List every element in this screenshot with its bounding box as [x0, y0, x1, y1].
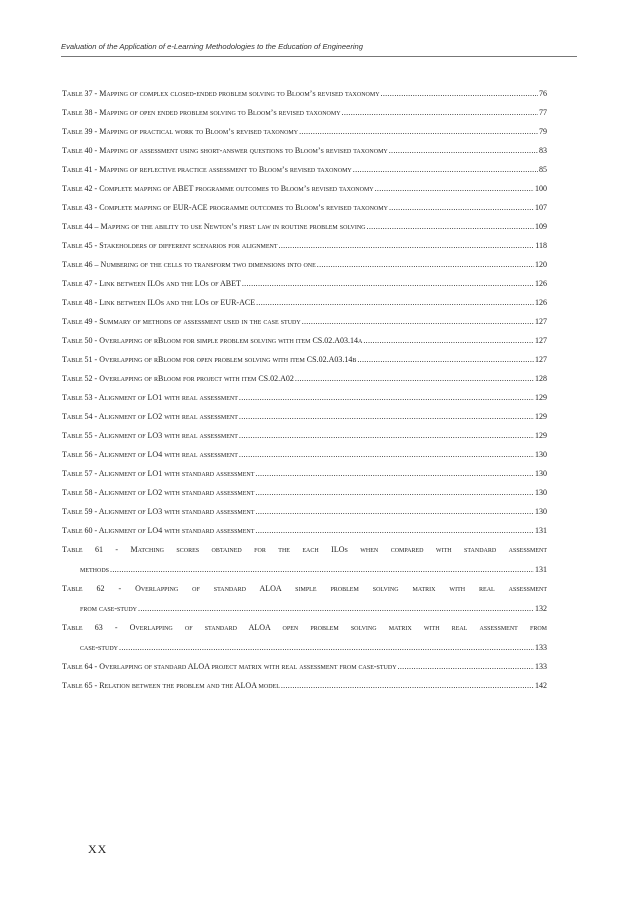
- toc-entry[interactable]: [62, 412, 547, 422]
- toc-entry-title: Table 62 - Overlapping of standard ALOA simple problem solving matrix with real assessment: [62, 584, 547, 593]
- toc-entry-continuation: methods: [80, 565, 110, 574]
- toc-entry[interactable]: [62, 89, 547, 99]
- toc-entry[interactable]: [62, 431, 547, 441]
- toc-entry-page: 120: [535, 260, 547, 269]
- dot-leader: [398, 662, 534, 672]
- dot-leader: [239, 431, 534, 441]
- toc-entry-page: 77: [539, 108, 547, 117]
- toc-entry-title: Table 38 - Mapping of open ended problem solving to Bloom’s revised taxonomy: [62, 108, 341, 117]
- toc-entry[interactable]: [62, 298, 547, 308]
- dot-leader: [239, 393, 534, 403]
- dot-leader: [255, 526, 534, 536]
- toc-entry-continuation: from case-study: [80, 604, 138, 613]
- toc-entry-title: Table 50 - Overlapping of rBloom for simple problem solving with item CS.02.A03.14a: [62, 336, 363, 345]
- toc-entry[interactable]: [62, 184, 547, 194]
- toc-entry-title: Table 46 – Numbering of the cells to transform two dimensions into one: [62, 260, 316, 269]
- toc-entry[interactable]: [62, 108, 547, 118]
- toc-entry-page: 129: [535, 431, 547, 440]
- toc-entry-page: 130: [535, 488, 547, 497]
- dot-leader: [353, 165, 538, 175]
- toc-entry[interactable]: [62, 203, 547, 213]
- dot-leader: [281, 681, 534, 691]
- dot-leader: [299, 127, 538, 137]
- dot-leader: [367, 222, 534, 232]
- dot-leader: [138, 604, 534, 614]
- toc-entry-title: Table 37 - Mapping of complex closed-ended problem solving to Bloom’s revised taxonomy: [62, 89, 380, 98]
- toc-entry-title: Table 52 - Overlapping of rBloom for project with item CS.02.A02: [62, 374, 294, 383]
- toc-entry[interactable]: [62, 526, 547, 536]
- toc-entry-title: Table 53 - Alignment of LO1 with real assessment: [62, 393, 238, 402]
- toc-entry-page: 130: [535, 469, 547, 478]
- toc-entry-page: 133: [535, 643, 547, 652]
- dot-leader: [119, 643, 534, 653]
- toc-entry-title: Table 39 - Mapping of practical work to Bloom’s revised taxonomy: [62, 127, 299, 136]
- dot-leader: [239, 412, 534, 422]
- dot-leader: [279, 241, 535, 251]
- toc-entry[interactable]: [62, 584, 547, 614]
- toc-entry-title: Table 58 - Alignment of LO2 with standard assessment: [62, 488, 255, 497]
- toc-entry-page: 79: [539, 127, 547, 136]
- toc-entry-title: Table 49 - Summary of methods of assessment used in the case study: [62, 317, 301, 326]
- toc-entry-page: 107: [535, 203, 547, 212]
- toc-entry[interactable]: [62, 681, 547, 691]
- toc-entry[interactable]: [62, 545, 547, 575]
- toc-entry-page: 126: [535, 279, 547, 288]
- toc-entry-page: 100: [535, 184, 547, 193]
- toc-entry-page: 130: [535, 507, 547, 516]
- toc-entry-title: Table 45 - Stakeholders of different scenarios for alignment: [62, 241, 278, 250]
- dot-leader: [110, 565, 534, 575]
- dot-leader: [239, 450, 534, 460]
- toc-entry[interactable]: [62, 450, 547, 460]
- toc-entry-title: Table 64 - Overlapping of standard ALOA project matrix with real assessment from case-study: [62, 662, 397, 671]
- toc-entry-title: Table 43 - Complete mapping of EUR-ACE programme outcomes to Bloom’s revised taxonomy: [62, 203, 388, 212]
- toc-entry-page: 129: [535, 393, 547, 402]
- toc-entry[interactable]: [62, 393, 547, 403]
- toc-entry-title: Table 63 - Overlapping of standard ALOA open problem solving matrix with real assessment from: [62, 623, 547, 632]
- header-rule: [61, 56, 577, 57]
- toc-entry[interactable]: [62, 374, 547, 384]
- toc-entry[interactable]: [62, 146, 547, 156]
- toc-entry[interactable]: [62, 127, 547, 137]
- toc-entry-page: 76: [539, 89, 547, 98]
- toc-entry-page: 131: [535, 565, 547, 574]
- toc-entry-title: Table 47 - Link between ILOs and the LOs of ABET: [62, 279, 241, 288]
- toc-entry-title: Table 54 - Alignment of LO2 with real assessment: [62, 412, 238, 421]
- toc-entry-continuation: case-study: [80, 643, 119, 652]
- dot-leader: [389, 203, 534, 213]
- toc-entry-title: Table 56 - Alignment of LO4 with real assessment: [62, 450, 238, 459]
- dot-leader: [342, 108, 538, 118]
- toc-entry-title: Table 41 - Mapping of reflective practice assessment to Bloom’s revised taxonomy: [62, 165, 352, 174]
- dot-leader: [302, 317, 534, 327]
- toc-entry[interactable]: [62, 260, 547, 270]
- toc-entry[interactable]: [62, 507, 547, 517]
- toc-entry-page: 127: [535, 355, 547, 364]
- dot-leader: [389, 146, 538, 156]
- toc-entry-page: 83: [539, 146, 547, 155]
- dot-leader: [242, 279, 534, 289]
- toc-entry-page: 133: [535, 662, 547, 671]
- dot-leader: [317, 260, 534, 270]
- toc-entry-page: 85: [539, 165, 547, 174]
- dot-leader: [295, 374, 534, 384]
- dot-leader: [256, 298, 534, 308]
- toc-entry[interactable]: [62, 662, 547, 672]
- toc-entry[interactable]: [62, 488, 547, 498]
- toc-entry-page: 127: [535, 317, 547, 326]
- toc-entry-page: 130: [535, 450, 547, 459]
- toc-entry[interactable]: [62, 222, 547, 232]
- dot-leader: [381, 89, 538, 99]
- toc-entry-page: 132: [535, 604, 547, 613]
- toc-entry[interactable]: [62, 469, 547, 479]
- toc-entry-title: Table 60 - Alignment of LO4 with standard assessment: [62, 526, 255, 535]
- toc-entry[interactable]: [62, 623, 547, 653]
- toc-entry[interactable]: [62, 355, 547, 365]
- toc-entry-title: Table 59 - Alignment of LO3 with standard assessment: [62, 507, 255, 516]
- toc-entry-title: Table 44 – Mapping of the ability to use Newton’s first law in routine problem solving: [62, 222, 366, 231]
- list-of-tables: [62, 89, 547, 700]
- toc-entry[interactable]: [62, 241, 547, 251]
- toc-entry-title: Table 57 - Alignment of LO1 with standard assessment: [62, 469, 255, 478]
- toc-entry-title: Table 42 - Complete mapping of ABET programme outcomes to Bloom’s revised taxonomy: [62, 184, 374, 193]
- toc-entry[interactable]: [62, 317, 547, 327]
- toc-entry-title: Table 51 - Overlapping of rBloom for open problem solving with item CS.02.A03.14b: [62, 355, 357, 364]
- toc-entry-page: 142: [535, 681, 547, 690]
- toc-entry-page: 127: [535, 336, 547, 345]
- toc-entry[interactable]: [62, 165, 547, 175]
- dot-leader: [363, 336, 534, 346]
- dot-leader: [255, 507, 534, 517]
- toc-entry-title: Table 48 - Link between ILOs and the LOs of EUR-ACE: [62, 298, 256, 307]
- toc-entry-page: 118: [535, 241, 547, 250]
- dot-leader: [357, 355, 534, 365]
- toc-entry-page: 126: [535, 298, 547, 307]
- dot-leader: [375, 184, 534, 194]
- toc-entry-page: 128: [535, 374, 547, 383]
- toc-entry-title: Table 61 - Matching scores obtained for the each ILOs when compared with standard assessment: [62, 545, 547, 554]
- page-number: XX: [88, 842, 108, 856]
- toc-entry-page: 109: [535, 222, 547, 231]
- toc-entry-page: 131: [535, 526, 547, 535]
- toc-entry[interactable]: [62, 336, 547, 346]
- toc-entry-page: 129: [535, 412, 547, 421]
- toc-entry-title: Table 55 - Alignment of LO3 with real assessment: [62, 431, 238, 440]
- running-header: Evaluation of the Application of e-Learning Methodologies to the Education of Engineering: [61, 42, 363, 51]
- dot-leader: [255, 469, 534, 479]
- dot-leader: [255, 488, 534, 498]
- toc-entry[interactable]: [62, 279, 547, 289]
- toc-entry-title: Table 40 - Mapping of assessment using short-answer questions to Bloom’s revised taxonomy: [62, 146, 388, 155]
- toc-entry-title: Table 65 - Relation between the problem and the ALOA model: [62, 681, 280, 690]
